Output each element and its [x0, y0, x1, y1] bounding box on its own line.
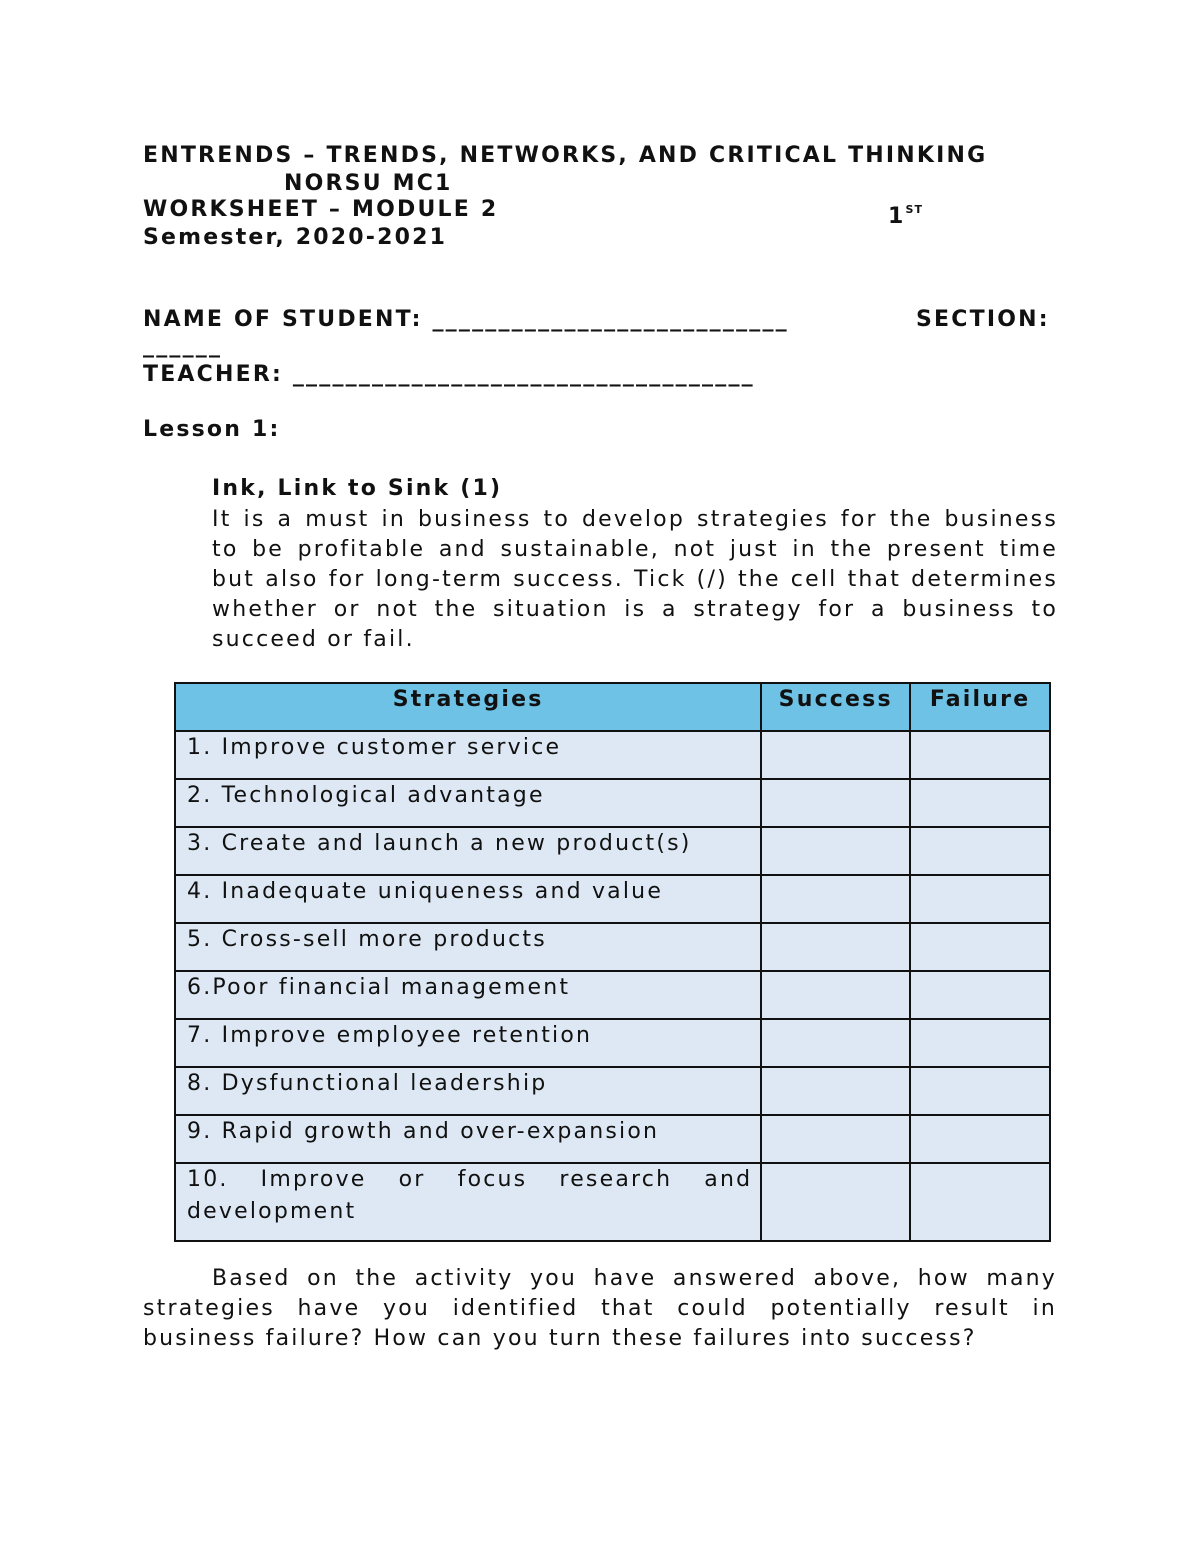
table-row [175, 971, 1050, 1019]
table-row [175, 923, 1050, 971]
header-failure: Failure [910, 683, 1050, 731]
table-row [175, 779, 1050, 827]
failure-checkbox-cell[interactable] [910, 827, 1050, 875]
table-row [175, 1163, 1050, 1241]
failure-checkbox-cell[interactable] [910, 875, 1050, 923]
lesson-label: Lesson 1: [143, 417, 281, 442]
success-checkbox-cell[interactable] [761, 971, 910, 1019]
success-checkbox-cell[interactable] [761, 1115, 910, 1163]
failure-checkbox-cell[interactable] [910, 1019, 1050, 1067]
success-checkbox-cell[interactable] [761, 875, 910, 923]
strategy-cell: 7. Improve employee retention [175, 1019, 761, 1067]
failure-checkbox-cell[interactable] [910, 731, 1050, 779]
success-checkbox-cell[interactable] [761, 827, 910, 875]
failure-checkbox-cell[interactable] [910, 1067, 1050, 1115]
table-row [175, 1115, 1050, 1163]
strategy-cell: 5. Cross-sell more products [175, 923, 761, 971]
table-row [175, 1019, 1050, 1067]
success-checkbox-cell[interactable] [761, 731, 910, 779]
failure-checkbox-cell[interactable] [910, 779, 1050, 827]
failure-checkbox-cell[interactable] [910, 971, 1050, 1019]
failure-checkbox-cell[interactable] [910, 923, 1050, 971]
semester-number [888, 196, 923, 231]
semester-number-value: 1 [888, 204, 906, 229]
failure-checkbox-cell[interactable] [910, 1163, 1050, 1241]
strategy-cell: 10. Improve or focus research and development [175, 1163, 761, 1241]
strategy-cell: 1. Improve customer service [175, 731, 761, 779]
strategy-cell: 6.Poor financial management [175, 971, 761, 1019]
course-title: ENTRENDS – TRENDS, NETWORKS, AND CRITICAL THINKING [143, 143, 988, 168]
table-header-row [175, 683, 1050, 731]
table-row [175, 731, 1050, 779]
success-checkbox-cell[interactable] [761, 923, 910, 971]
strategy-cell: 2. Technological advantage [175, 779, 761, 827]
strategy-cell: 3. Create and launch a new product(s) [175, 827, 761, 875]
header-strategies: Strategies [175, 683, 761, 731]
section-label: SECTION: [916, 307, 1050, 332]
worksheet-title: WORKSHEET – MODULE 2 [143, 197, 499, 222]
student-name-field[interactable]: NAME OF STUDENT: ___________________________ [143, 307, 789, 332]
strategies-table [174, 682, 1051, 1242]
strategy-cell: 9. Rapid growth and over-expansion [175, 1115, 761, 1163]
strategy-cell: 8. Dysfunctional leadership [175, 1067, 761, 1115]
table-row [175, 875, 1050, 923]
teacher-field[interactable]: TEACHER: ___________________________________ [143, 362, 755, 387]
activity-title: Ink, Link to Sink (1) [212, 476, 503, 501]
table-row [175, 827, 1050, 875]
section-field[interactable]: ______ [143, 333, 223, 358]
closing-question: Based on the activity you have answered above, how many strategies have you identified that could potentially result in business failure? How can you turn these failures into success? [143, 1266, 1057, 1351]
activity-instructions: It is a must in business to develop strategies for the business to be profitable and sustainable, not just in the present time but also for long-term success. Tick (/) the cell that determines whether or not the situation is a strategy for a business to succeed or fail. [212, 507, 1058, 652]
header-success: Success [761, 683, 910, 731]
table-row [175, 1067, 1050, 1115]
semester-text: Semester, 2020-2021 [143, 225, 448, 250]
semester-suffix: ST [905, 203, 923, 216]
success-checkbox-cell[interactable] [761, 1019, 910, 1067]
strategy-cell: 4. Inadequate uniqueness and value [175, 875, 761, 923]
failure-checkbox-cell[interactable] [910, 1115, 1050, 1163]
success-checkbox-cell[interactable] [761, 1067, 910, 1115]
success-checkbox-cell[interactable] [761, 1163, 910, 1241]
school-name: NORSU MC1 [284, 171, 453, 196]
success-checkbox-cell[interactable] [761, 779, 910, 827]
